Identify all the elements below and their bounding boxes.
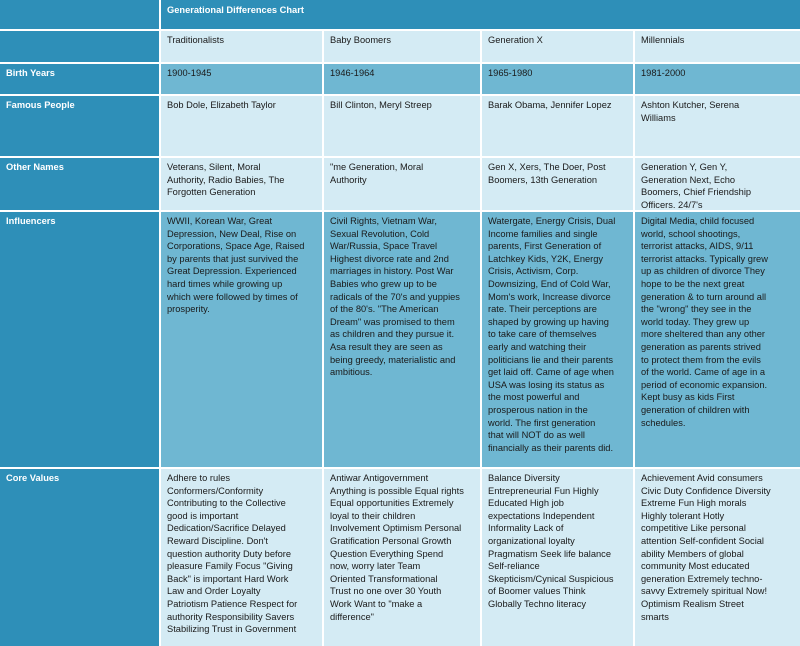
column-header-generation-x: Generation X xyxy=(482,31,633,62)
cell-core-values-generation-x: Balance Diversity Entrepreneurial Fun Highly Educated High job expectations Independent Informality Lack of organizational loyalty Pragmatism Seek life balance Self-reliance Skepticism/Cynical Suspicious of Boomer values Think Globally Techno literacy xyxy=(482,469,633,646)
row-label-famous-people: Famous People xyxy=(0,96,159,156)
cell-other-names-baby-boomers: "me Generation, Moral Authority xyxy=(324,158,480,210)
cell-birth-years-traditionalists: 1900-1945 xyxy=(161,64,322,94)
cell-influencers-traditionalists: WWII, Korean War, Great Depression, New Deal, Rise on Corporations, Space Age, Raised by parents that just survived the Great Depression. Experienced hard times while growing up which were followed by times of prosperity. xyxy=(161,212,322,467)
cell-other-names-millennials: Generation Y, Gen Y, Generation Next, Echo Boomers, Chief Friendship Officers. 24/7's xyxy=(635,158,800,210)
cell-famous-people-traditionalists: Bob Dole, Elizabeth Taylor xyxy=(161,96,322,156)
top-left-corner xyxy=(0,0,159,29)
cell-core-values-traditionalists: Adhere to rules Conformers/Conformity Contributing to the Collective good is important Dedication/Sacrifice Delayed Reward Discipline. Don't question authority Duty before pleasure Family Focus "Giving Back" is important Hard Work Law and Order Loyalty Patriotism Patience Respect for authority Responsibility Savers Stabilizing Trust in Government xyxy=(161,469,322,646)
column-header-baby-boomers: Baby Boomers xyxy=(324,31,480,62)
cell-influencers-millennials: Digital Media, child focused world, school shootings, terrorist attacks, AIDS, 9/11 terrorist attacks. Typically grew up as children of divorce They hope to be the next great generation & to turn around all the "wrong" they see in the world today. They grew up more sheltered than any other generation as parents strived to protect them from the evils of the world. Came of age in a period of economic expansion. Kept busy as kids First generation of children with schedules. xyxy=(635,212,800,467)
cell-core-values-millennials: Achievement Avid consumers Civic Duty Confidence Diversity Extreme Fun High morals Highly tolerant Hotly competitive Like personal attention Self-confident Social ability Members of global community Most educated generation Extremely techno- savvy Extremely spiritual Now! Optimism Realism Street smarts xyxy=(635,469,800,646)
cell-birth-years-baby-boomers: 1946-1964 xyxy=(324,64,480,94)
cell-famous-people-generation-x: Barak Obama, Jennifer Lopez xyxy=(482,96,633,156)
cell-other-names-traditionalists: Veterans, Silent, Moral Authority, Radio Babies, The Forgotten Generation xyxy=(161,158,322,210)
column-header-traditionalists: Traditionalists xyxy=(161,31,322,62)
header-corner xyxy=(0,31,159,62)
cell-core-values-baby-boomers: Antiwar Antigovernment Anything is possible Equal rights Equal opportunities Extremely loyal to their children Involvement Optimism Personal Gratification Personal Growth Question Everything Spend now, worry later Team Oriented Transformational Trust no one over 30 Youth Work Want to "make a difference" xyxy=(324,469,480,646)
cell-other-names-generation-x: Gen X, Xers, The Doer, Post Boomers, 13th Generation xyxy=(482,158,633,210)
cell-birth-years-millennials: 1981-2000 xyxy=(635,64,800,94)
cell-influencers-generation-x: Watergate, Energy Crisis, Dual Income families and single parents, First Generation of Latchkey Kids, Y2K, Energy Crisis, Activism, Corp. Downsizing, End of Cold War, Mom's work, Increase divorce rate. Their perceptions are shaped by growing up having to take care of themselves early and watching their politicians lie and their parents get laid off. Came of age when USA was losing its status as the most powerful and prosperous nation in the world. The first generation that will NOT do as well financially as their parents did. xyxy=(482,212,633,467)
cell-famous-people-baby-boomers: Bill Clinton, Meryl Streep xyxy=(324,96,480,156)
row-label-core-values: Core Values xyxy=(0,469,159,646)
row-label-other-names: Other Names xyxy=(0,158,159,210)
cell-influencers-baby-boomers: Civil Rights, Vietnam War, Sexual Revolution, Cold War/Russia, Space Travel Highest divorce rate and 2nd marriages in history. Post War Babies who grew up to be radicals of the 70's and yuppies of the 80's. "The American Dream" was promised to them as children and they pursue it. Asa result they are seen as being greedy, materialistic and ambitious. xyxy=(324,212,480,467)
cell-famous-people-millennials: Ashton Kutcher, Serena Williams xyxy=(635,96,800,156)
row-label-birth-years: Birth Years xyxy=(0,64,159,94)
cell-birth-years-generation-x: 1965-1980 xyxy=(482,64,633,94)
row-label-influencers: Influencers xyxy=(0,212,159,467)
table-title: Generational Differences Chart xyxy=(161,0,800,29)
column-header-millennials: Millennials xyxy=(635,31,800,62)
